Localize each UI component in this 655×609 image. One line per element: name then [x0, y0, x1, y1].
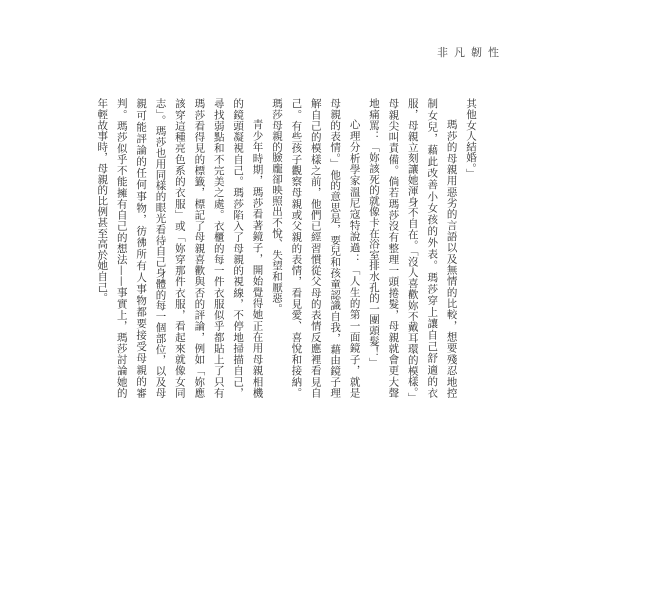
running-header: 非凡韌性: [437, 46, 505, 59]
paragraph: 瑪莎的母親用惡劣的言語以及無情的比較，想要殘忍地控制女兒，藉此改善小女孩的外表。瑪莎穿上讓自己舒適的衣服，母親立刻讓她渾身不自在。「沒人喜歡妳不戴耳環的模樣。」母親尖叫責備。倘若瑪莎沒有整理一頭捲髮，母親就會更大聲地痛罵：「妳該死的就像卡在浴室排水孔的一團頭髮！」: [367, 98, 458, 398]
paragraph: 其他女人結婚。」: [465, 98, 477, 180]
vertical-body-text: [96, 98, 480, 398]
paragraph: 青少年時期，瑪莎看著鏡子，開始覺得她正在用母親相機的鏡頭凝視自己。瑪莎陷入了母親的視線，不停地掃描自己，尋找弱點和不完美之處。衣櫃的每一件衣服似乎都貼上了只有瑪莎看得見的標籤，標記了母親喜歡與否的評論，例如「妳應該穿這種亮色系的衣服」或「妳穿那件衣服，看起來就像女同志」。瑪莎也用同樣的眼光看待自己身體的每一個部位，以及母親可能評論的任何事物，彷彿所有人事物都要接受母親的審判。瑪莎似乎不能擁有自己的想法——事實上，瑪莎討論她的年輕故事時，母親的比例甚至高於她自己。: [96, 98, 264, 398]
paragraph: 心理分析學家溫尼寇特說過：「人生的第一面鏡子，就是母親的表情。」他的意思是，要兒和孩童認識自我，藉由鏡子理解自己的模樣之前，他們已經習慣從父母的表情反應裡看見自己。有些孩子觀察母親或父親的表情，看見愛、喜悅和接納。瑪莎母親的臉龐卻映照出不悅、失望和厭惡。: [270, 98, 361, 398]
